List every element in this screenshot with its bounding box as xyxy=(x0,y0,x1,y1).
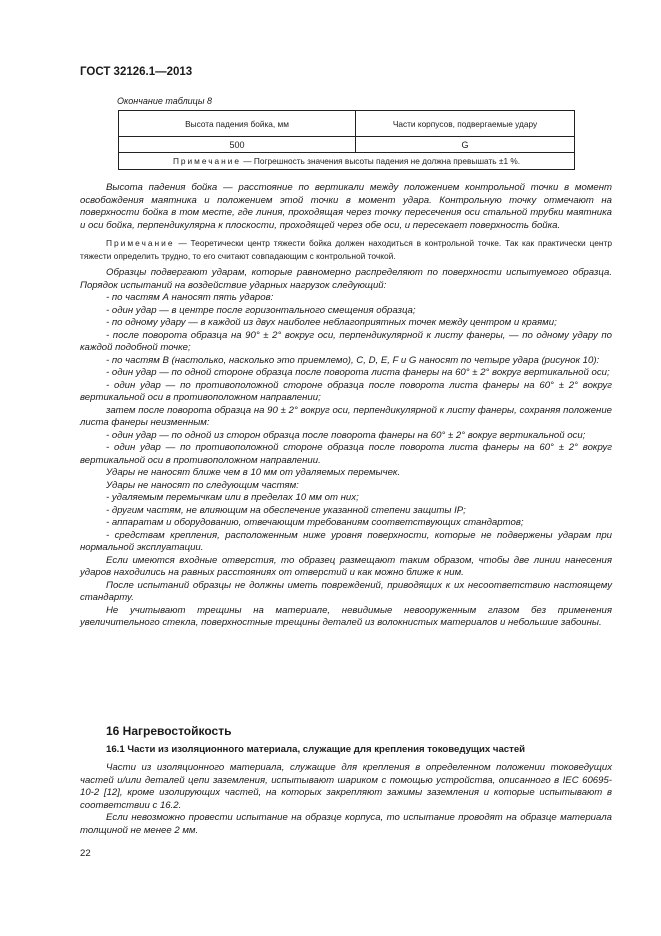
list-item: - по одному удару — в каждой из двух наиболее неблагоприятных точек между центром и краями; xyxy=(106,317,557,328)
list-item: - после поворота образца на 90° ± 2° вокруг оси, перпендикулярной к листу фанеры, — по одному удару по каждой подобной точке; xyxy=(80,329,612,353)
list-item: - один удар — по противоположной стороне образца после поворота листа фанеры на 60° ± 2° вокруг вертикальной оси в противоположном направлении; xyxy=(80,379,612,403)
table-header-height: Высота падения бойка, мм xyxy=(119,111,356,137)
list-item: - один удар — по одной стороне образца после поворота листа фанеры на 60° ± 2° вокруг вертикальной оси; xyxy=(106,367,610,378)
note-center-of-gravity: Примечание — Теоретически центр тяжести бойка должен находиться в контрольной точке. Так как практически центр тяжести определить трудно, то его считают совпадающим с контрольной точкой. xyxy=(80,238,612,261)
table-note: Примечание — Погрешность значения высоты падения не должна превышать ±1 %. xyxy=(119,153,575,170)
document-header: ГОСТ 32126.1—2013 xyxy=(80,66,193,78)
page-number: 22 xyxy=(80,848,91,859)
table-8 xyxy=(118,110,575,170)
list-item: - аппаратам и оборудованию, отвечающим требованиям соответствующих стандартов; xyxy=(106,517,524,528)
subsection-title: 16.1 Части из изоляционного материала, служащие для крепления токоведущих частей xyxy=(106,744,526,755)
paragraph-definition: Высота падения бойка — расстояние по вертикали между положением контрольной точки в момент освобождения маятника и положением этой точки в момент удара. Контрольную точку отмечают на поверхности бойка в том месте, где линия, проходящая через точку пересечения оси стальной трубки маятника и оси бойка, перпендикулярна к плоскости, проходящей через обе оси, и пересекает поверхность бойка. xyxy=(80,182,612,231)
paragraph-material-sample: Если невозможно провести испытание на образце корпуса, то испытание проводят на образце материала толщиной не менее 2 мм. xyxy=(80,812,612,836)
list-item: затем после поворота образца на 90 ± 2° вокруг оси, перпендикулярной к листу фанеры, сохраняя положение листа фанеры неизменным: xyxy=(80,404,612,428)
list-item: - по частям А наносят пять ударов: xyxy=(106,292,274,303)
list-item: - удаляемым перемычкам или в пределах 10 мм от них; xyxy=(106,492,359,503)
body-lower xyxy=(80,762,612,837)
list-item: - один удар — по одной из сторон образца после поворота фанеры на 60° ± 2° вокруг вертикальной оси; xyxy=(106,429,586,441)
paragraph-test-order: Образцы подвергают ударам, которые равномерно распределяют по поверхности испытуемого образца. Порядок испытаний на воздействие ударных нагрузок следующий: xyxy=(80,267,612,291)
list-item: - один удар — в центре после горизонтального смещения образца; xyxy=(106,304,416,316)
table-cell-parts: G xyxy=(356,137,575,153)
list-item: Удары не наносят ближе чем в 10 мм от удаляемых перемычек. xyxy=(106,467,401,478)
paragraph-openings: Если имеются входные отверстия, то образец размещают таким образом, чтобы две линии нанесения ударов находились на равных расстояниях от отверстий и как можно ближе к ним. xyxy=(80,554,612,578)
table-header-parts: Части корпусов, подвергаемые удару xyxy=(356,111,575,137)
paragraph-cracks: Не учитывают трещины на материале, невидимые невооруженным глазом без применения увеличительного стекла, поверхностные трещины деталей из волокнистых материалов и небольшие забоины. xyxy=(80,604,612,628)
list-item: - другим частям, не влияющим на обеспечение указанной степени защиты IP; xyxy=(106,504,466,516)
paragraph-ball-test: Части из изоляционного материала, служащие для крепления в определенном положении токоведущих частей и/или деталей цепи заземления, испытывают шариком с помощью устройства, описанного в IEC 60695-10-2 [12], кроме изолирующих частей, на которых закрепляют зажимы заземления и которые испытывают в соответствии с 16.2. xyxy=(80,762,612,811)
table-caption: Окончание таблицы 8 xyxy=(117,96,212,106)
list-item: - по частям В (настолько, насколько это приемлемо), C, D, E, F и G наносят по четыре удара (рисунок 10): xyxy=(106,354,600,366)
list-item: Удары не наносят по следующим частям: xyxy=(106,479,299,491)
section-title: 16 Нагревостойкость xyxy=(106,724,232,738)
paragraph-after-test: После испытаний образцы не должны иметь повреждений, приводящих к их несоответствию настоящему стандарту. xyxy=(80,579,612,603)
table-cell-height: 500 xyxy=(119,137,356,153)
body-upper xyxy=(80,182,612,630)
list-item: - один удар — по противоположной стороне образца после поворота листа фанеры на 60° ± 2° вокруг вертикальной оси в противоположном направлении. xyxy=(80,442,612,466)
list-item: - средствам крепления, расположенным ниже уровня поверхности, которые не подвержены ударам при нормальной эксплуатации. xyxy=(80,529,612,553)
